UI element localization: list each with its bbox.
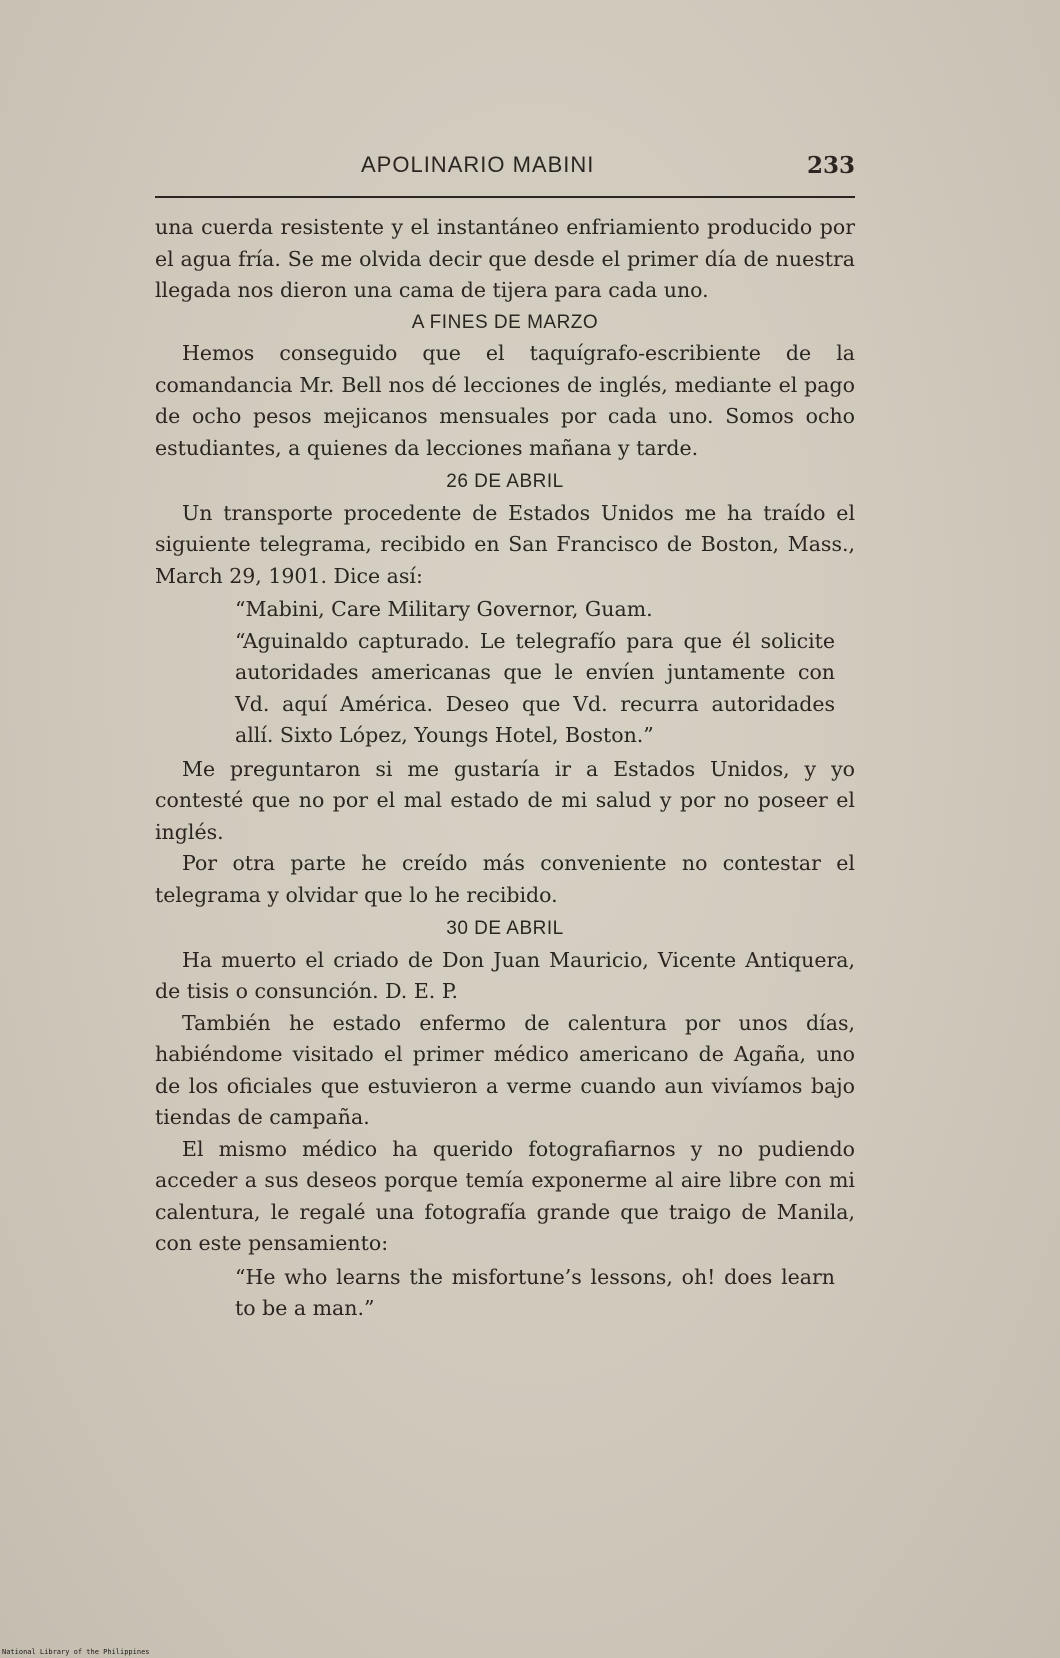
paragraph-1: una cuerda resistente y el instantáneo enfriamiento producido por el agua fría. Se me olvida decir que desde el primer día de nuestra llegada nos dieron una cama de tijera para cada uno.	[155, 215, 855, 302]
section-heading-30-abril: 30 DE ABRIL	[446, 918, 564, 939]
paragraph-6: Ha muerto el criado de Don Juan Mauricio, Vicente Antiquera, de tisis o consunción. D. E. P.	[155, 947, 855, 1003]
section-heading-26-abril: 26 DE ABRIL	[446, 471, 564, 492]
header-rule	[155, 196, 855, 198]
paragraph-8: El mismo médico ha querido fotografiarnos y no pudiendo acceder a sus deseos porque temía exponerme al aire libre con mi calentura, le regalé una fotografía grande que traigo de Manila, con este pensamiento:	[155, 1136, 855, 1255]
telegram-address: “Mabini, Care Military Governor, Guam.	[235, 597, 653, 621]
section-heading-marzo: A FINES DE MARZO	[411, 311, 599, 333]
paragraph-2: Hemos conseguido que el taquígrafo-escribiente de la comandancia Mr. Bell nos dé lecciones de inglés, mediante el pago de ocho pesos mejicanos mensuales por cada uno. Somos ocho estudiantes, a quienes da lecciones mañana y tarde.	[155, 341, 855, 460]
telegram-text: “Aguinaldo capturado. Le telegrafío para que él solicite autoridades americanas que le envíen juntamente con Vd. aquí América. Deseo que Vd. recurra autoridades allí. Sixto López, Youngs Hotel, Boston.”	[235, 628, 835, 747]
library-watermark: National Library of the Philippines	[2, 1648, 150, 1656]
page-header	[155, 152, 855, 186]
page-body	[155, 212, 855, 1325]
dedication-quote: “He who learns the misfortune’s lessons, oh! does learn to be a man.”	[235, 1264, 835, 1320]
paragraph-5: Por otra parte he creído más conveniente no contestar el telegrama y olvidar que lo he recibido.	[155, 851, 855, 907]
running-title: APOLINARIO MABINI	[361, 152, 595, 177]
paragraph-7: También he estado enfermo de calentura por unos días, habiéndome visitado el primer médico americano de Agaña, uno de los oficiales que estuvieron a verme cuando aun vivíamos bajo tiendas de campaña.	[155, 1010, 855, 1129]
paragraph-3: Un transporte procedente de Estados Unidos me ha traído el siguiente telegrama, recibido en San Francisco de Boston, Mass., March 29, 1901. Dice así:	[155, 500, 855, 588]
page-number: 233	[806, 152, 855, 179]
paragraph-4: Me preguntaron si me gustaría ir a Estados Unidos, y yo contesté que no por el mal estado de mi salud y por no poseer el inglés.	[155, 756, 855, 844]
